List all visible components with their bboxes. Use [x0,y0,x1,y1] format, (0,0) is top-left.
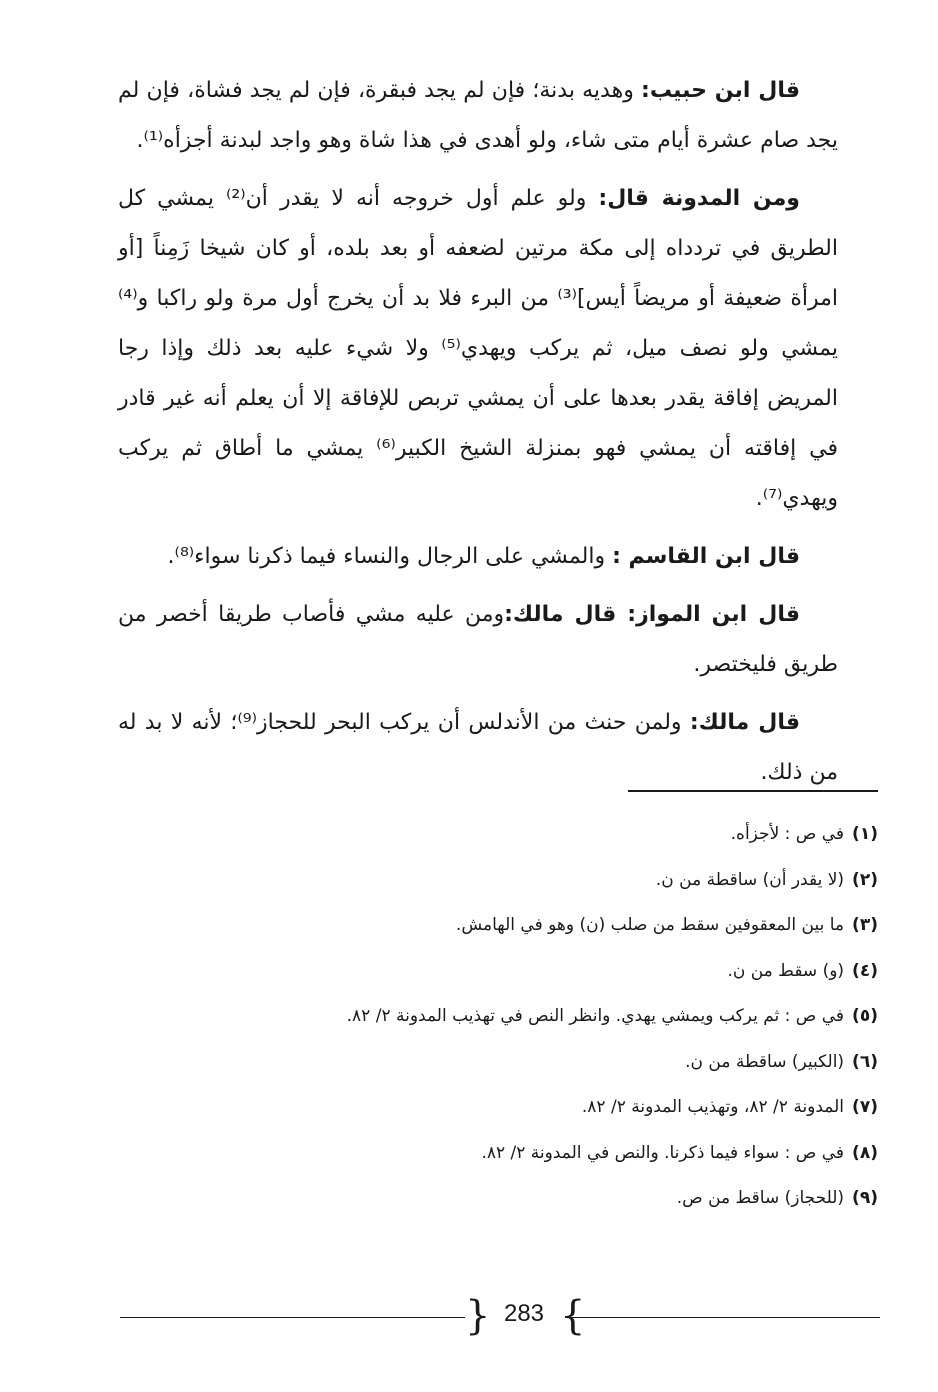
footnote-number: (٦) [852,1051,878,1072]
footnote-number: (٥) [852,1006,878,1026]
footnote-number: (٨) [852,1142,878,1163]
footnote-text: في ص : سواء فيما ذكرنا. والنص في المدونة ٢/ ٨٢. [481,1142,845,1163]
paragraph-text: وهديه بدنة؛ فإن لم يجد فبقرة، فإن لم يجد فشاة، فإن لم يجد صام عشرة أيام متى شاء، ولو أهدى في هذا شاة وهو واجد لبدنة أجزأه⁽¹⁾. [118,78,838,153]
paragraph-1 [118,66,838,166]
right-brace-ornament: } [560,1293,586,1339]
footnote-number: (٧) [852,1097,878,1117]
footnote-2 [118,858,878,904]
footer-rule-left [120,1317,465,1318]
footnote-9 [118,1176,878,1222]
paragraph-lead: قال مالك: [689,710,800,735]
paragraph-lead: قال ابن حبيب: [641,78,801,103]
footnote-text: المدونة ٢/ ٨٢، وتهذيب المدونة ٢/ ٨٢. [581,1097,845,1117]
paragraph-text: ولمن حنث من الأندلس أن يركب البحر للحجاز⁽⁹⁾؛ لأنه لا بد له من ذلك. [118,710,838,785]
paragraph-text: والمشي على الرجال والنساء فيما ذكرنا سواء⁽⁸⁾. [167,544,613,569]
footnote-separator [628,790,878,792]
paragraph-text: ومن عليه مشي فأصاب طريقا أخصر من طريق فليختصر. [118,602,838,677]
paragraph-lead: ومن المدونة قال: [598,186,800,211]
footnotes [118,812,878,1222]
footnote-number: (٩) [852,1188,878,1208]
paragraph-5 [118,698,838,798]
paragraph-lead: قال ابن المواز: قال مالك: [504,602,800,627]
paragraph-4 [118,590,838,690]
page-footer [120,1292,880,1342]
footnote-text: (للحجاز) ساقط من ص. [676,1188,845,1208]
footnote-3 [118,903,878,949]
footnote-text: في ص : ثم يركب ويمشي يهدي. وانظر النص في تهذيب المدونة ٢/ ٨٢. [346,1006,845,1026]
left-brace-ornament: { [465,1293,491,1339]
page-number: 283 [503,1300,545,1327]
footnote-number: (٣) [852,915,878,935]
footnote-8 [118,1131,878,1177]
footnote-number: (٢) [852,869,878,890]
footnote-number: (٤) [852,960,878,981]
footnote-7 [118,1085,878,1131]
footer-rule-right [568,1317,880,1318]
footnote-number: (١) [852,824,878,844]
paragraph-3 [118,532,838,582]
footnote-text: (الكبير) ساقطة من ن. [685,1051,845,1072]
footnote-text: (و) سقط من ن. [727,960,845,981]
paragraph-lead: قال ابن القاسم : [612,544,800,569]
footnote-text: (لا يقدر أن) ساقطة من ن. [655,869,845,890]
footnote-1 [118,812,878,858]
footnote-text: ما بين المعقوفين سقط من صلب (ن) وهو في الهامش. [455,915,845,935]
footnote-4 [118,949,878,995]
footnote-text: في ص : لأجزأه. [730,824,845,844]
paragraph-text: ولو علم أول خروجه أنه لا يقدر أن⁽²⁾ يمشي كل الطريق في تردداه إلى مكة مرتين لضعفه أو بعد بلده، أو كان شيخا زَمِناً [أو امرأة ضعيفة أو مريضاً أيس]⁽³⁾ من البرء فلا بد أن يخرج أول مرة ولو راكبا و⁽⁴⁾ يمشي ولو نصف ميل، ثم يركب ويهدي⁽⁵⁾ ولا شيء عليه بعد ذلك وإذا رجا المريض إفاقة يقدر بعدها على أن يمشي تربص للإفاقة إلا أن يعلم أنه غير قادر في إفاقته أن يمشي فهو بمنزلة الشيخ الكبير⁽⁶⁾ يمشي ما أطاق ثم يركب ويهدي⁽⁷⁾. [118,186,838,511]
paragraph-2 [118,174,838,524]
main-text [118,66,838,806]
footnote-5 [118,994,878,1040]
footnote-6 [118,1040,878,1086]
